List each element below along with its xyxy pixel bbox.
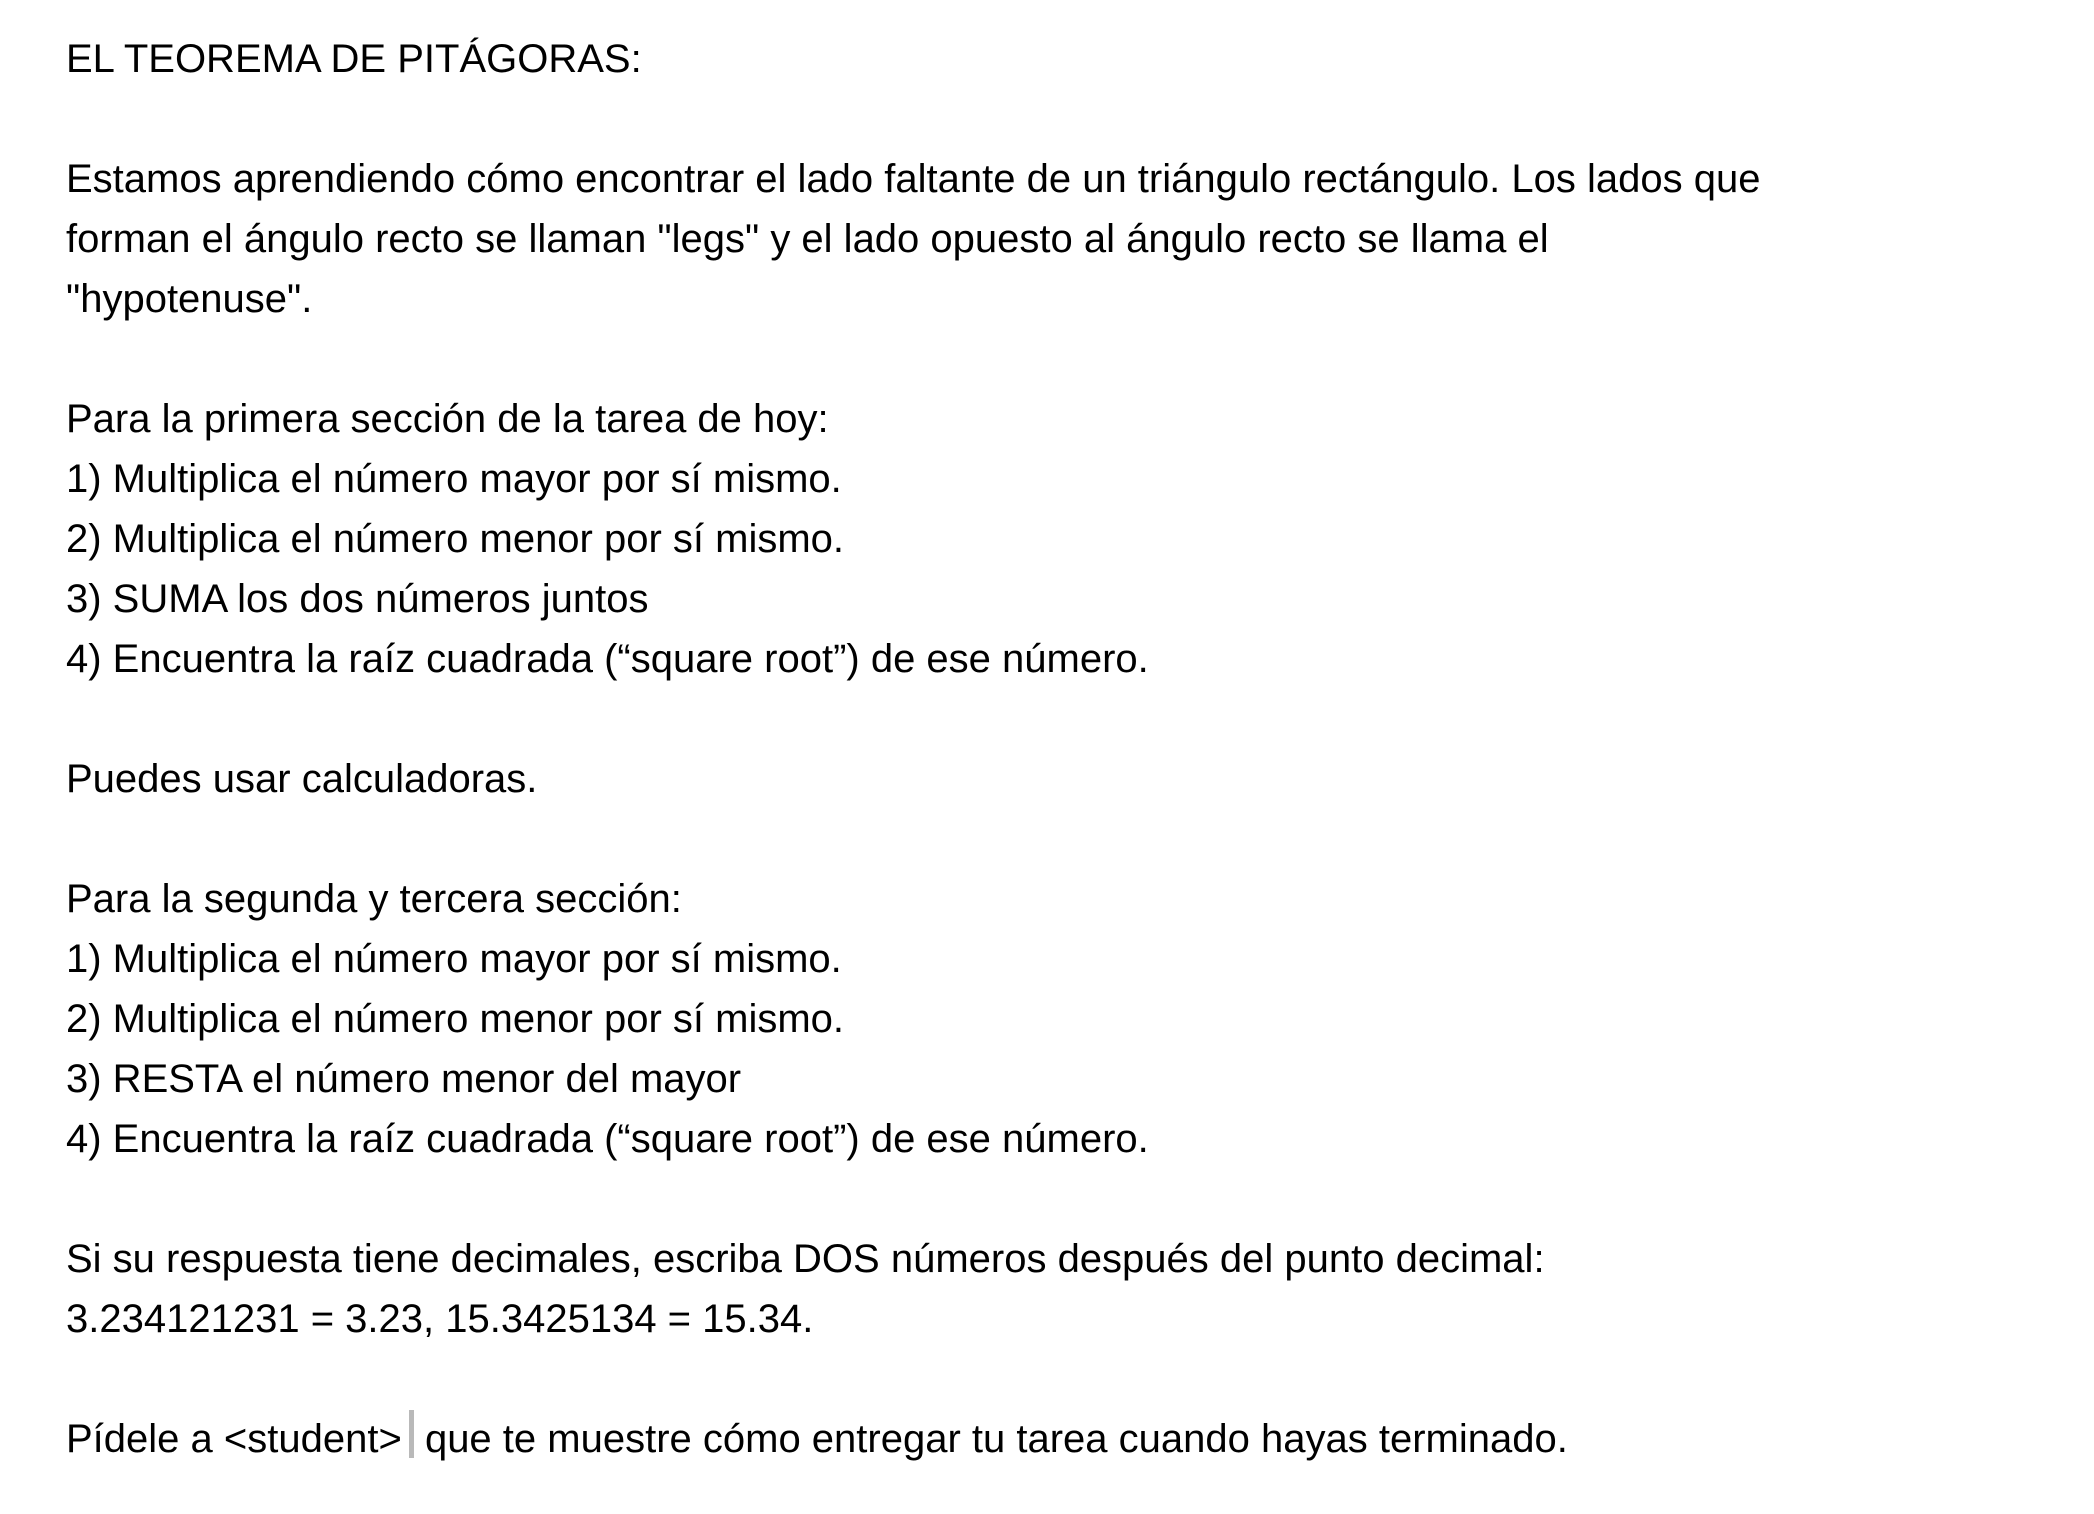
closing-line[interactable]: [66, 1409, 2054, 1469]
intro-line-3[interactable]: "hypotenuse".: [66, 277, 313, 321]
document-canvas[interactable]: [66, 29, 2054, 1469]
closing-paragraph: [66, 1409, 2054, 1469]
closing-text-after-caret: que te muestre cómo entregar tu tarea cuando hayas terminado.: [413, 1417, 1568, 1461]
section1-step-4[interactable]: 4) Encuentra la raíz cuadrada (“square root”) de ese número.: [66, 637, 1149, 681]
section2-paragraph: [66, 869, 2054, 1169]
calculators-note[interactable]: Puedes usar calculadoras.: [66, 757, 538, 801]
section2-step-2[interactable]: 2) Multiplica el número menor por sí mismo.: [66, 997, 845, 1041]
decimals-note-line-2[interactable]: 3.234121231 = 3.23, 15.3425134 = 15.34.: [66, 1297, 814, 1341]
section2-step-4[interactable]: 4) Encuentra la raíz cuadrada (“square root”) de ese número.: [66, 1117, 1149, 1161]
closing-text-before-caret: Pídele a <student>: [66, 1417, 402, 1461]
intro-paragraph: [66, 149, 2054, 329]
section1-paragraph: [66, 389, 2054, 689]
section2-step-3[interactable]: 3) RESTA el número menor del mayor: [66, 1057, 742, 1101]
section1-title[interactable]: Para la primera sección de la tarea de hoy:: [66, 397, 829, 441]
document-heading[interactable]: EL TEOREMA DE PITÁGORAS:: [66, 37, 642, 81]
calculators-note-paragraph: [66, 749, 2054, 809]
section1-step-3[interactable]: 3) SUMA los dos números juntos: [66, 577, 649, 621]
section1-step-2[interactable]: 2) Multiplica el número menor por sí mismo.: [66, 517, 845, 561]
section1-step-1[interactable]: 1) Multiplica el número mayor por sí mismo.: [66, 457, 842, 501]
section2-title[interactable]: Para la segunda y tercera sección:: [66, 877, 682, 921]
section2-step-1[interactable]: 1) Multiplica el número mayor por sí mismo.: [66, 937, 842, 981]
decimals-note-line-1[interactable]: Si su respuesta tiene decimales, escriba DOS números después del punto decimal:: [66, 1237, 1545, 1281]
decimals-note-paragraph: [66, 1229, 2054, 1349]
intro-line-2[interactable]: forman el ángulo recto se llaman "legs" y el lado opuesto al ángulo recto se llama el: [66, 217, 1549, 261]
intro-line-1[interactable]: Estamos aprendiendo cómo encontrar el lado faltante de un triángulo rectángulo. Los lados que: [66, 157, 1761, 201]
